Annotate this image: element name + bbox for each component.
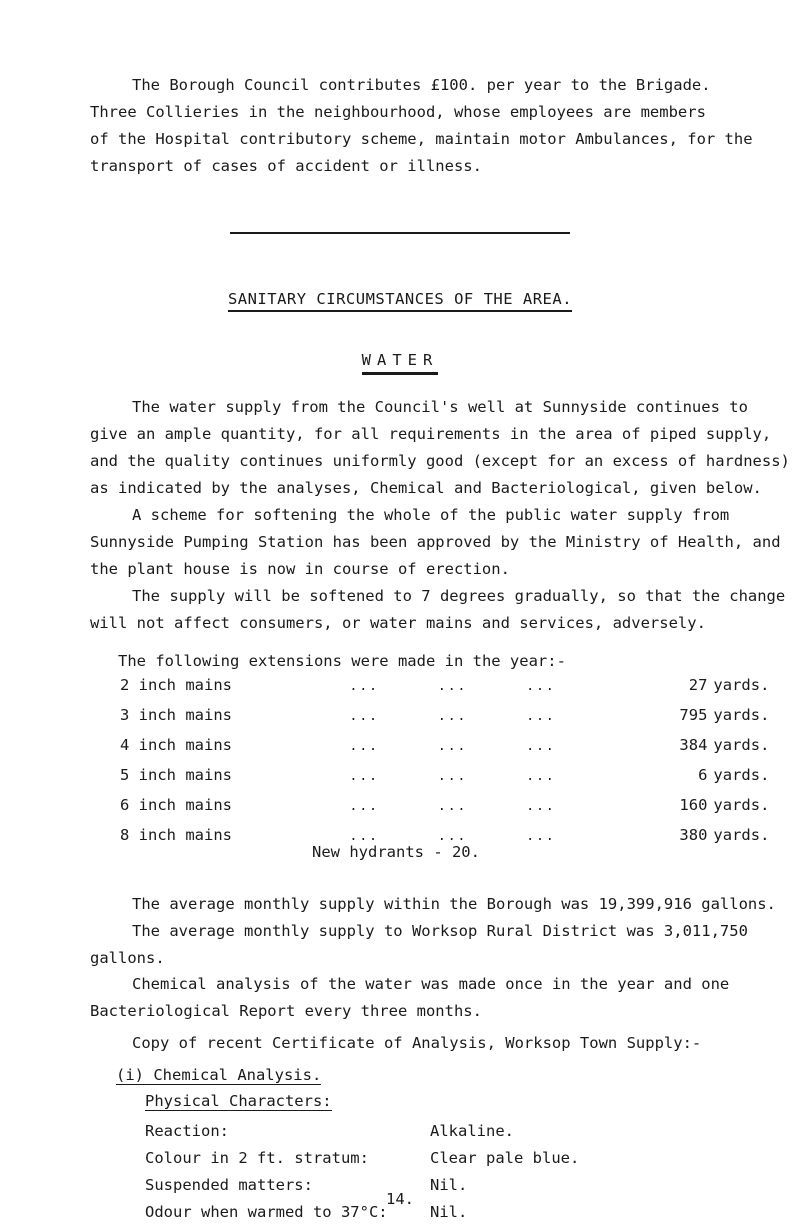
text-line: as indicated by the analyses, Chemical and Bacteriological, given below. — [90, 479, 762, 497]
text-line: and the quality continues uniformly good (except for an excess of hardness) — [90, 452, 790, 470]
property-value: Nil. — [430, 1203, 468, 1221]
main-length: 384 — [679, 736, 708, 754]
property-value: Alkaline. — [430, 1122, 514, 1140]
leader-dots: ... — [526, 829, 556, 844]
water-paragraph-3 — [90, 583, 786, 637]
leader-dots: ... — [349, 739, 379, 754]
text-line: A scheme for softening the whole of the public water supply from — [132, 506, 730, 524]
main-length: 27 — [688, 676, 708, 694]
table-row — [120, 736, 800, 766]
leader-dots: ... — [437, 709, 468, 724]
property-value: Clear pale blue. — [430, 1149, 580, 1167]
main-length: 380 — [679, 826, 708, 844]
property-label: Colour in 2 ft. stratum: — [145, 1149, 369, 1167]
leader-dots: ... — [437, 829, 468, 844]
leader-dots: ... — [349, 829, 379, 844]
intro-paragraph — [90, 72, 770, 180]
text-line: The Borough Council contributes £100. per year to the Brigade. — [132, 76, 711, 94]
table-row — [145, 1122, 579, 1149]
table-row — [120, 796, 800, 826]
main-size: 3 inch mains — [120, 706, 232, 724]
extensions-intro — [118, 648, 798, 675]
text-line: Bacteriological Report every three months. — [90, 1002, 482, 1020]
leader-dots: ... — [437, 679, 468, 694]
leader-dots: ... — [437, 799, 468, 814]
main-length: 160 — [679, 796, 708, 814]
leader-dots: ... — [526, 709, 556, 724]
chemical-analysis-heading — [116, 1066, 321, 1084]
table-row — [120, 706, 800, 736]
properties-table — [145, 1122, 579, 1230]
main-size: 2 inch mains — [120, 676, 232, 694]
main-size: 8 inch mains — [120, 826, 232, 844]
property-label: Odour when warmed to 37°C: — [145, 1203, 388, 1221]
physical-characters-heading-text: Physical Characters: — [145, 1092, 332, 1110]
text-line: The average monthly supply within the Borough was 19,399,916 gallons. — [132, 895, 776, 913]
leader-dots: ... — [526, 739, 556, 754]
main-unit: yards. — [713, 766, 770, 784]
table-row — [120, 676, 800, 706]
water-paragraph-1 — [90, 394, 790, 502]
text-line: The average monthly supply to Worksop Rural District was 3,011,750 — [132, 922, 748, 940]
text-line: give an ample quantity, for all requirements in the area of piped supply, — [90, 425, 772, 443]
text-line: the plant house is now in course of erection. — [90, 560, 510, 578]
property-label: Reaction: — [145, 1122, 229, 1140]
table-row — [145, 1149, 579, 1176]
section-divider — [230, 232, 570, 234]
table-row — [120, 766, 800, 796]
main-unit: yards. — [713, 676, 770, 694]
text-line: transport of cases of accident or illness. — [90, 157, 482, 175]
new-hydrants: New hydrants - 20. — [312, 843, 480, 861]
extensions-table — [120, 676, 800, 856]
property-label: Suspended matters: — [145, 1176, 313, 1194]
text-line: Chemical analysis of the water was made once in the year and one — [132, 975, 730, 993]
leader-dots: ... — [526, 679, 556, 694]
page-number: 14. — [386, 1190, 414, 1208]
text-line: Three Collieries in the neighbourhood, whose employees are members — [90, 103, 706, 121]
main-size: 5 inch mains — [120, 766, 232, 784]
main-unit: yards. — [713, 706, 770, 724]
leader-dots: ... — [349, 709, 379, 724]
main-size: 6 inch mains — [120, 796, 232, 814]
supply-paragraph — [90, 891, 776, 972]
leader-dots: ... — [349, 679, 379, 694]
main-unit: yards. — [713, 796, 770, 814]
sanitary-heading-text: SANITARY CIRCUMSTANCES OF THE AREA. — [228, 290, 572, 312]
water-paragraph-2 — [90, 502, 781, 583]
main-length: 6 — [698, 766, 708, 784]
text-line: gallons. — [90, 949, 165, 967]
main-length: 795 — [679, 706, 708, 724]
main-unit: yards. — [713, 826, 770, 844]
property-value: Nil. — [430, 1176, 468, 1194]
leader-dots: ... — [526, 799, 556, 814]
analysis-paragraph — [90, 971, 770, 1025]
text-line: The following extensions were made in the year:- — [118, 652, 566, 670]
sanitary-heading — [0, 290, 800, 308]
text-line: will not affect consumers, or water mains and services, adversely. — [90, 614, 706, 632]
main-size: 4 inch mains — [120, 736, 232, 754]
certificate-paragraph — [90, 1030, 770, 1057]
water-heading-text: WATER — [362, 351, 439, 375]
physical-characters-heading — [145, 1092, 332, 1110]
main-unit: yards. — [713, 736, 770, 754]
text-line: Copy of recent Certificate of Analysis, Worksop Town Supply:- — [132, 1034, 702, 1052]
leader-dots: ... — [349, 799, 379, 814]
leader-dots: ... — [349, 769, 379, 784]
chemical-analysis-heading-text: (i) Chemical Analysis. — [116, 1066, 322, 1084]
text-line: of the Hospital contributory scheme, maintain motor Ambulances, for the — [90, 130, 753, 148]
leader-dots: ... — [437, 739, 468, 754]
leader-dots: ... — [526, 769, 556, 784]
leader-dots: ... — [437, 769, 468, 784]
water-heading — [0, 351, 800, 369]
text-line: The water supply from the Council's well at Sunnyside continues to — [132, 398, 748, 416]
text-line: Sunnyside Pumping Station has been approved by the Ministry of Health, and — [90, 533, 781, 551]
text-line: The supply will be softened to 7 degrees gradually, so that the change — [132, 587, 786, 605]
